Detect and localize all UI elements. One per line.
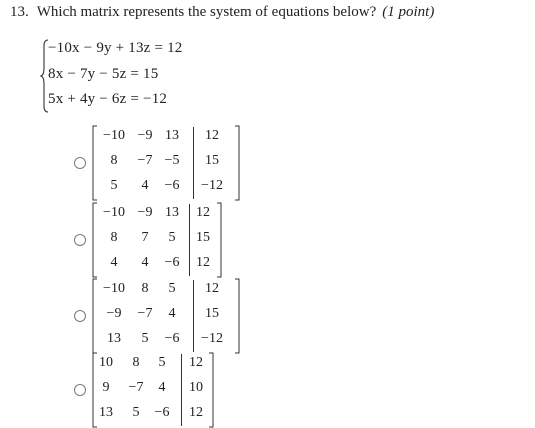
answer-choice-1[interactable] <box>0 125 240 201</box>
left-bracket-icon <box>92 278 98 354</box>
augmented-matrix <box>92 352 214 428</box>
matrix-cell: 9 <box>102 380 110 395</box>
matrix-cell: −6 <box>164 255 180 270</box>
matrix-cell: 12 <box>189 355 203 370</box>
matrix-cell: −7 <box>128 380 144 395</box>
matrix-cell: −7 <box>137 306 153 321</box>
radio-button[interactable] <box>74 157 86 169</box>
left-bracket-icon <box>92 202 98 278</box>
augmented-matrix <box>92 278 240 354</box>
matrix-cell: −6 <box>154 405 170 420</box>
equation-system <box>40 38 200 114</box>
matrix-cell: 5 <box>141 331 149 346</box>
matrix-cell: −9 <box>137 128 153 143</box>
matrix-cell: 4 <box>141 255 149 270</box>
matrix-cell: 12 <box>205 128 219 143</box>
matrix-cell: 5 <box>168 230 176 245</box>
matrix-cell: −12 <box>201 178 223 193</box>
matrix-cell: 12 <box>196 205 210 220</box>
matrix-cell: 13 <box>165 205 179 220</box>
matrix-cell: −12 <box>201 331 223 346</box>
matrix-cell: 10 <box>189 380 203 395</box>
matrix-cell: 4 <box>158 380 166 395</box>
matrix-cell: 10 <box>99 355 113 370</box>
matrix-cell: 5 <box>110 178 118 193</box>
matrix-cell: 12 <box>205 281 219 296</box>
matrix-cell: 15 <box>205 306 219 321</box>
matrix-cell: 13 <box>107 331 121 346</box>
matrix-cell: −10 <box>103 128 125 143</box>
matrix-cell: −6 <box>164 331 180 346</box>
answer-choice-2[interactable] <box>0 202 222 278</box>
matrix-cell: 7 <box>141 230 149 245</box>
matrix-cell: 15 <box>205 153 219 168</box>
equation-2: 8x − 7y − 5z = 15 <box>48 66 159 82</box>
matrix-cell: 13 <box>99 405 113 420</box>
answer-choice-3[interactable] <box>0 278 240 354</box>
answer-choice-4[interactable] <box>0 352 214 428</box>
matrix-cell: −5 <box>164 153 180 168</box>
equation-3: 5x + 4y − 6z = −12 <box>48 91 168 107</box>
matrix-cell: 13 <box>165 128 179 143</box>
matrix-cell: 5 <box>158 355 166 370</box>
matrix-cell: 8 <box>132 355 140 370</box>
matrix-cell: 4 <box>110 255 118 270</box>
radio-button[interactable] <box>74 310 86 322</box>
matrix-cell: −9 <box>137 205 153 220</box>
matrix-cell: 15 <box>196 230 210 245</box>
matrix-cell: 5 <box>168 281 176 296</box>
right-bracket-icon <box>234 125 240 201</box>
left-bracket-icon <box>92 125 98 201</box>
question-text <box>10 4 434 21</box>
question-points: (1 point) <box>382 4 435 20</box>
equation-1: −10x − 9y + 13z = 12 <box>48 40 183 56</box>
augment-divider <box>193 127 194 199</box>
matrix-cell: −9 <box>106 306 122 321</box>
radio-button[interactable] <box>74 234 86 246</box>
matrix-cell: 4 <box>141 178 149 193</box>
matrix-cell: 4 <box>168 306 176 321</box>
radio-button[interactable] <box>74 384 86 396</box>
matrix-cell: 12 <box>196 255 210 270</box>
question-prompt: Which matrix represents the system of equations below? <box>36 4 377 20</box>
augment-divider <box>193 280 194 352</box>
matrix-cell: −10 <box>103 205 125 220</box>
matrix-cell: −10 <box>103 281 125 296</box>
matrix-cell: −6 <box>164 178 180 193</box>
question-number: 13. <box>10 4 29 20</box>
matrix-cell: 8 <box>110 153 118 168</box>
augmented-matrix <box>92 202 222 278</box>
right-bracket-icon <box>234 278 240 354</box>
matrix-cell: 5 <box>132 405 140 420</box>
matrix-cell: −7 <box>137 153 153 168</box>
matrix-cell: 8 <box>110 230 118 245</box>
augmented-matrix <box>92 125 240 201</box>
matrix-cell: 12 <box>189 405 203 420</box>
matrix-cell: 8 <box>141 281 149 296</box>
